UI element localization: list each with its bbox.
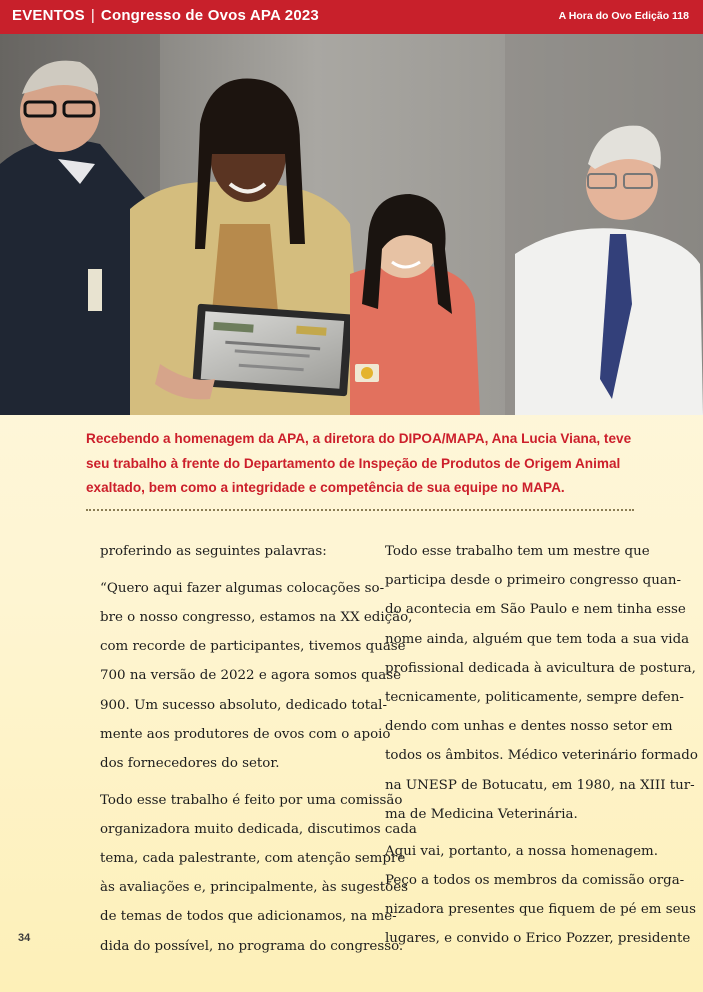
- text-line: tecnicamente, politicamente, sempre defen-: [385, 690, 684, 706]
- text-line: com recorde de participantes, tivemos quase: [100, 639, 406, 655]
- text-line: ma de Medicina Veterinária.: [385, 806, 578, 822]
- text-line: “Quero aqui fazer algumas colocações so-: [100, 580, 385, 596]
- text-line: Todo esse trabalho tem um mestre que: [385, 544, 650, 559]
- header-section: [12, 7, 319, 24]
- text-line: na UNESP de Botucatu, em 1980, na XIII tur-: [385, 777, 695, 793]
- text-line: às avaliações e, principalmente, às sugestões: [100, 880, 409, 896]
- text-line: organizadora muito dedicada, discutimos cada: [100, 821, 417, 837]
- text-line: dida do possível, no programa do congresso.: [100, 938, 404, 954]
- award-photo: [0, 34, 703, 415]
- award-photo-illustration: [0, 34, 703, 415]
- text-line: dendo com unhas e dentes nosso setor em: [385, 719, 673, 735]
- text-line: nome ainda, alguém que tem toda a sua vida: [385, 631, 690, 647]
- text-line: 700 na versão de 2022 e agora somos quase: [100, 668, 402, 684]
- left-paragraph-1: [86, 537, 348, 566]
- left-paragraph-3: [86, 786, 417, 961]
- section-label: EVENTOS: [12, 7, 85, 24]
- text-line: profissional dedicada à avicultura de postura,: [385, 660, 696, 676]
- text-line: nizadora presentes que fiquem de pé em seus: [385, 901, 697, 917]
- text-line: todos os âmbitos. Médico veterinário formado: [385, 748, 698, 764]
- page-header: [0, 0, 703, 34]
- text-line: mente aos produtores de ovos com o apoio: [100, 726, 391, 742]
- text-line: 900. Um sucesso absoluto, dedicado total-: [100, 697, 387, 713]
- article-right-column: [371, 537, 698, 961]
- text-line: bre o nosso congresso, estamos na XX edição,: [100, 609, 413, 625]
- text-line: dos fornecedores do setor.: [100, 755, 280, 771]
- page-number: 34: [18, 932, 31, 944]
- text-line: tema, cada palestrante, com atenção sempre: [100, 851, 406, 867]
- issue-label: A Hora do Ovo Edição 118: [558, 10, 689, 22]
- caption-divider: [86, 509, 634, 511]
- text-line: Peço a todos os membros da comissão orga-: [385, 872, 685, 888]
- text-line: participa desde o primeiro congresso quan-: [385, 573, 682, 589]
- text-line: lugares, e convido o Erico Pozzer, presidente: [385, 931, 691, 947]
- text-line: do acontecia em São Paulo e nem tinha esse: [385, 602, 686, 618]
- left-paragraph-2: [86, 574, 413, 778]
- text-line: proferindo as seguintes palavras:: [100, 544, 327, 559]
- article-left-column: [86, 537, 417, 968]
- photo-caption: Recebendo a homenagem da APA, a diretora do DIPOA/MAPA, Ana Lucia Viana, teve seu trabalho à frente do Departamento de Inspeção de Produtos de Origem Animal exaltado, bem como a integridade e competência de sua equipe no MAPA.: [86, 431, 632, 495]
- right-paragraph-1: [371, 537, 698, 829]
- text-line: de temas de todos que adicionamos, na me-: [100, 909, 397, 925]
- text-line: Aqui vai, portanto, a nossa homenagem.: [385, 843, 659, 859]
- header-separator: |: [90, 7, 95, 24]
- right-paragraph-2: [371, 837, 697, 954]
- event-title: Congresso de Ovos APA 2023: [100, 7, 319, 24]
- text-line: Todo esse trabalho é feito por uma comissão: [100, 792, 403, 808]
